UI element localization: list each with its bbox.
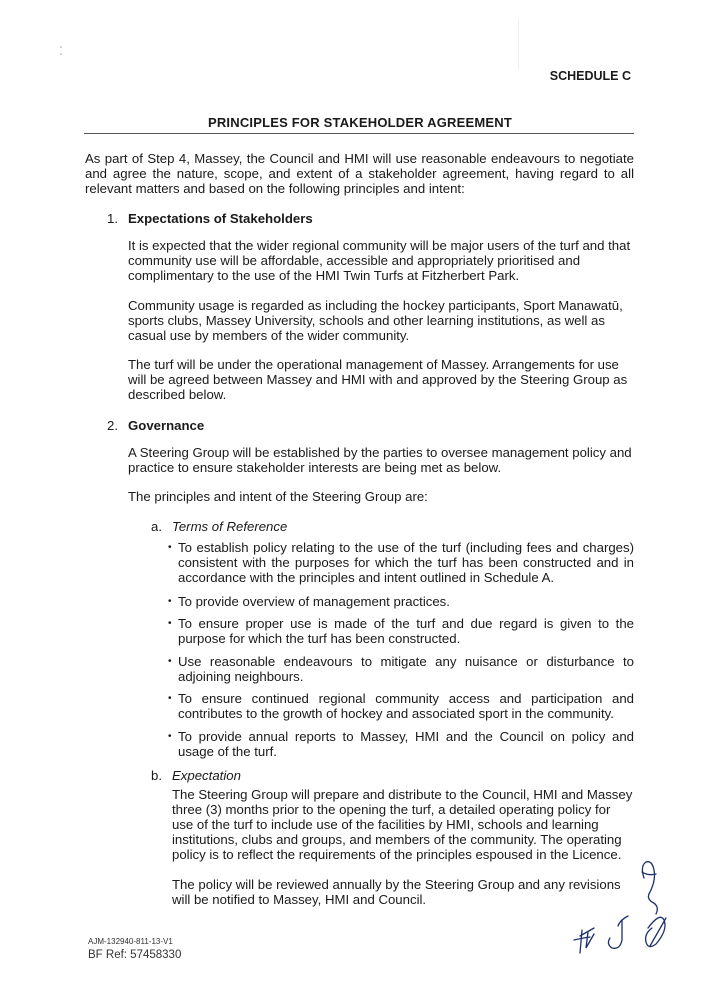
intro-paragraph: As part of Step 4, Massey, the Council and HMI will use reasonable endeavours to negotiate and agree the nature, scope, and extent of a stakeholder agreement, having regard to all relevant matters and based on the following principles and intent: (85, 151, 634, 196)
subsection-a-letter: a. (151, 519, 162, 534)
list-item: • To establish policy relating to the use of the turf (including fees and charges) consistent with the purposes for which the turf has been constructed and in accordance with the principles and intent outlined in Schedule A. (168, 540, 634, 585)
section-2-heading: Governance (128, 418, 205, 433)
scan-artifact-line (518, 20, 519, 70)
section-2-number: 2. (107, 418, 118, 433)
list-item: • To provide annual reports to Massey, HMI and the Council on policy and usage of the turf. (168, 729, 634, 759)
terms-of-reference-list (168, 654, 634, 684)
list-item: • Use reasonable endeavours to mitigate any nuisance or disturbance to adjoining neighbours. (168, 654, 634, 684)
terms-of-reference-list (168, 691, 634, 721)
subsection-b-heading: Expectation (172, 768, 241, 783)
section-1-paragraph-1: It is expected that the wider regional community will be major users of the turf and that community use will be affordable, accessible and appropriately prioritised and complimentary to the use of the HMI Twin Turfs at Fitzherbert Park. (128, 238, 631, 283)
schedule-label: SCHEDULE C (549, 69, 631, 83)
terms-of-reference-list (168, 540, 634, 585)
subsection-b-paragraph-1: The Steering Group will prepare and distribute to the Council, HMI and Massey three (3) months prior to the opening the turf, a detailed operating policy for use of the turf to include use of the facilities by HMI, schools and learning institutions, clubs and groups, and members of the community. The operating policy is to reflect the requirements of the principles espoused in the Licence. (172, 787, 633, 862)
subsection-b-letter: b. (151, 768, 162, 783)
title-divider (84, 133, 634, 134)
subsection-b-paragraph-2: The policy will be reviewed annually by the Steering Group and any revisions will be notified to Massey, HMI and Council. (172, 877, 621, 907)
list-item: • To ensure continued regional community access and participation and contributes to the growth of hockey and associated sport in the community. (168, 691, 634, 721)
list-item: • To ensure proper use is made of the turf and due regard is given to the purpose for which the turf has been constructed. (168, 616, 634, 646)
terms-of-reference-list (168, 616, 634, 646)
section-2-paragraph-1: A Steering Group will be established by the parties to oversee management policy and practice to ensure stakeholder interests are being met as below. (128, 445, 632, 475)
signature-icon (560, 858, 690, 958)
handwritten-initials (560, 858, 690, 958)
document-reference: AJM-132940-811-13-V1 (88, 937, 173, 946)
terms-of-reference-list (168, 594, 634, 609)
section-1-paragraph-3: The turf will be under the operational management of Massey. Arrangements for use will be agreed between Massey and HMI with and approved by the Steering Group as described below. (128, 357, 628, 402)
bf-reference: BF Ref: 57458330 (88, 949, 182, 961)
terms-of-reference-list (168, 729, 634, 759)
section-1-paragraph-2: Community usage is regarded as including the hockey participants, Sport Manawatū, sports clubs, Massey University, schools and other learning institutions, as well as casual use by members of the wider community. (128, 298, 623, 343)
page-title: PRINCIPLES FOR STAKEHOLDER AGREEMENT (207, 115, 513, 130)
scan-artifact (60, 44, 62, 56)
section-1-heading: Expectations of Stakeholders (128, 211, 313, 226)
subsection-a-heading: Terms of Reference (172, 519, 288, 534)
section-2-paragraph-2: The principles and intent of the Steering Group are: (128, 489, 428, 504)
list-item: • To provide overview of management practices. (168, 594, 634, 609)
section-1-number: 1. (107, 211, 118, 226)
